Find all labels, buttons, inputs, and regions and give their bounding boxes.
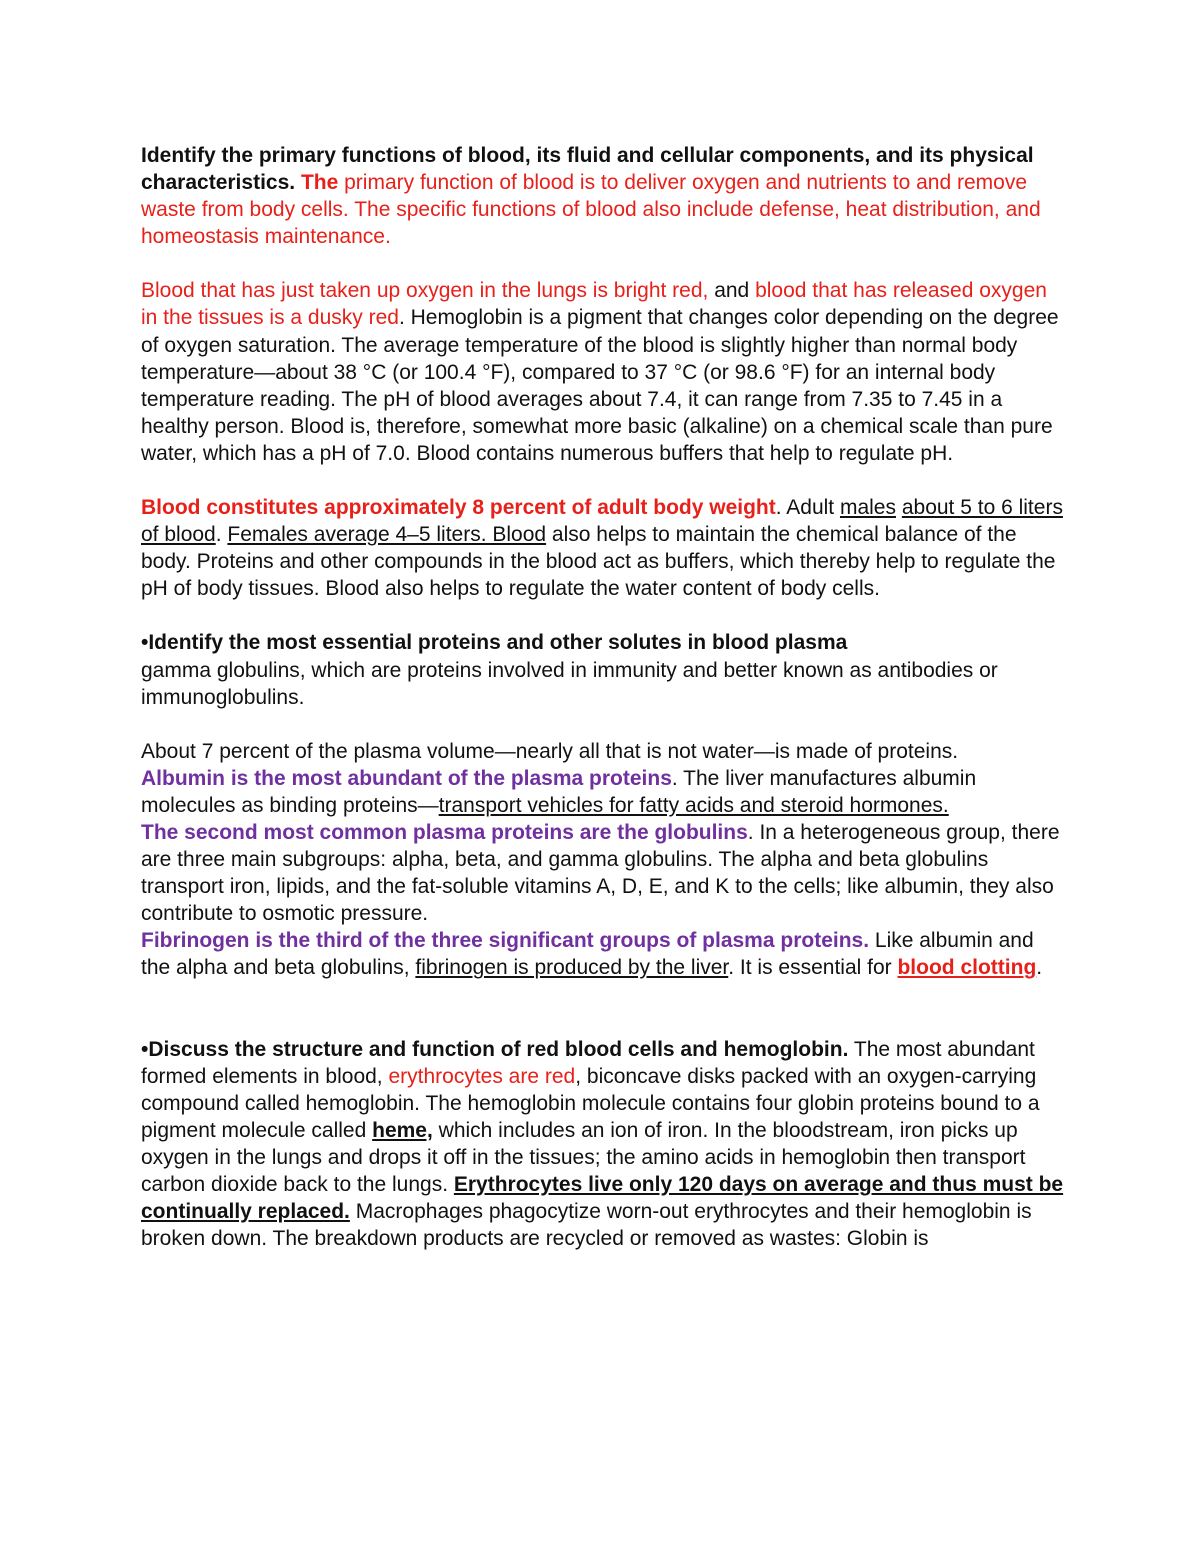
section-heading-plasma: •Identify the most essential proteins and other solutes in blood plasma [141, 631, 848, 655]
plain-text: About 7 percent of the plasma volume—nearly all that is not water—is made of proteins. [141, 739, 959, 763]
red-text: primary function of blood is to deliver oxygen and nutrients to and remove waste from body cells. The specific functions of blood also include defense, heat distribution, and homeostasis maintenance. [141, 171, 1041, 249]
paragraph-blood-characteristics [141, 277, 1066, 467]
plain-text: , biconcave disks packed with an oxygen-carrying compound called hemoglobin. The hemoglobin molecule contains four globin proteins bound to a pigment molecule called [141, 1064, 1040, 1142]
paragraph-plasma-heading [141, 629, 1066, 710]
purple-bold-text: Fibrinogen is the third of the three significant groups of plasma proteins. [141, 929, 870, 953]
red-text: erythrocytes are red [388, 1064, 576, 1088]
plain-text: The most abundant formed elements in blood, [141, 1037, 1035, 1088]
section-heading-rbc: •Discuss the structure and function of red blood cells and hemoglobin. [141, 1037, 849, 1061]
plain-text: . In a heterogeneous group, there are three main subgroups: alpha, beta, and gamma globulins. The alpha and beta globulins transport iron, lipids, and the fat-soluble vitamins A, D, E, and K to the cells; like albumin, they also contribute to osmotic pressure. [141, 820, 1060, 926]
bold-underlined-text: Erythrocytes live only 120 days on average and thus must be continually replaced. [141, 1173, 1064, 1224]
plain-text: gamma globulins, which are proteins involved in immunity and better known as antibodies or immunoglobulins. [141, 658, 998, 709]
underlined-text: Females average 4–5 liters. Blood [227, 523, 547, 547]
plain-text: . The liver manufactures albumin molecules as binding proteins— [141, 766, 977, 817]
red-text-bright-red: Blood that has just taken up oxygen in the lungs is bright red, [141, 279, 709, 303]
bold-underlined-text: heme, [372, 1118, 433, 1142]
plain-text: . [1036, 956, 1043, 980]
purple-bold-text: Albumin is the most abundant of the plasma proteins [141, 766, 672, 790]
purple-bold-text: The second most common plasma proteins are the globulins [141, 820, 748, 844]
underlined-text: transport vehicles for fatty acids and steroid hormones. [438, 793, 949, 817]
plain-text: Like albumin and the alpha and beta globulins, [141, 929, 1034, 980]
red-bold-text: Blood constitutes approximately 8 percent of adult body weight [141, 496, 776, 520]
plain-text: . [215, 523, 228, 547]
underlined-text: about 5 to 6 liters of blood [141, 496, 1063, 547]
document-body [141, 142, 1066, 1252]
section-heading-functions: Identify the primary functions of blood, its fluid and cellular components, and its physical characteristics. [141, 144, 1034, 195]
underlined-text: males [839, 496, 896, 520]
underlined-text: fibrinogen is produced by the liver [415, 956, 729, 980]
red-bold-underlined-text: blood clotting [897, 956, 1037, 980]
plain-text: . Adult [775, 496, 840, 520]
red-bold-text: The [300, 171, 339, 195]
paragraph-blood-volume [141, 494, 1066, 602]
plain-text: . Hemoglobin is a pigment that changes color depending on the degree of oxygen saturation. The average temperature of the blood is slightly higher than normal body temperature—about 38 °C (or 100.4 °F), compared to 37 °C (or 98.6 °F) for an internal body temperature reading. The pH of blood averages about 7.4, it can range from 7.35 to 7.45 in a healthy person. Blood is, therefore, somewhat more basic (alkaline) on a chemical scale than pure water, which has a pH of 7.0. Blood contains numerous buffers that help to regulate pH. [141, 306, 1059, 465]
paragraph-red-blood-cells [141, 1036, 1066, 1253]
paragraph-blood-functions [141, 142, 1066, 250]
red-text-dusky-red: blood that has released oxygen in the tissues is a dusky red [141, 279, 1047, 330]
plain-text: which includes an ion of iron. In the bloodstream, iron picks up oxygen in the lungs and drops it off in the tissues; the amino acids in hemoglobin then transport carbon dioxide back to the lungs. [141, 1118, 1026, 1196]
plain-text: . It is essential for [728, 956, 898, 980]
plain-text: also helps to maintain the chemical balance of the body. Proteins and other compounds in the blood act as buffers, which thereby help to regulate the pH of body tissues. Blood also helps to regulate the water content of body cells. [141, 523, 1056, 601]
paragraph-plasma-proteins [141, 738, 1066, 982]
plain-text: and [708, 279, 756, 303]
plain-text: Macrophages phagocytize worn-out erythrocytes and their hemoglobin is broken down. The breakdown products are recycled or removed as wastes: Globin is [141, 1200, 1032, 1251]
